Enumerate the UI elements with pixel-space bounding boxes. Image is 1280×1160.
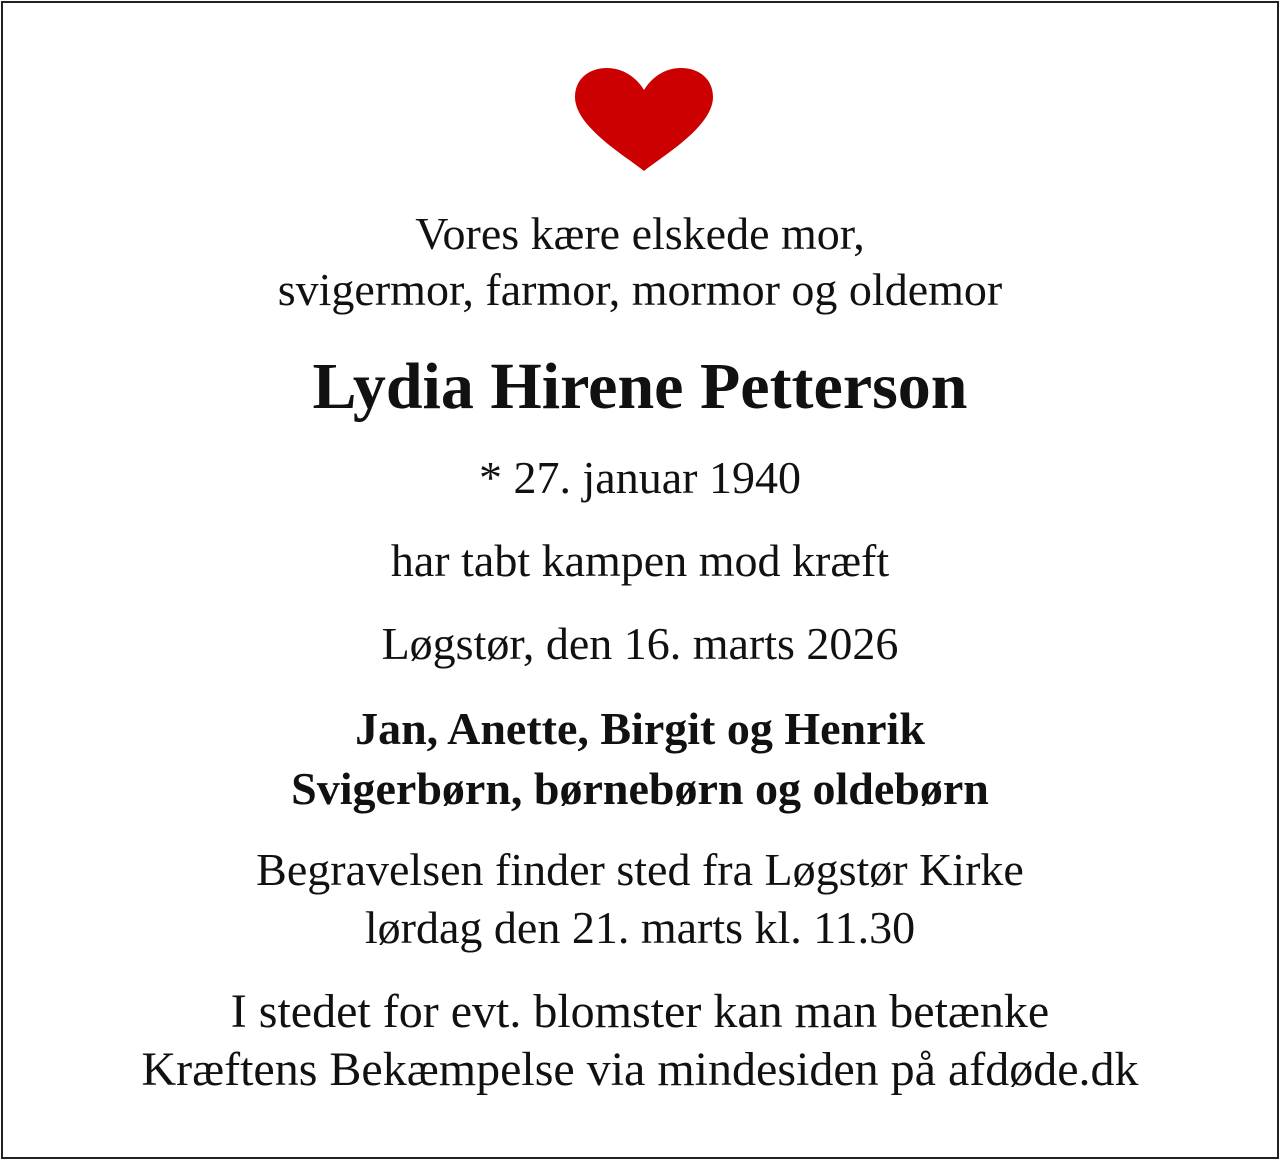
- family-line-2: Svigerbørn, børnebørn og oldebørn: [291, 763, 989, 814]
- funeral-line-2: lørdag den 21. marts kl. 11.30: [364, 902, 916, 953]
- deceased-name: Lydia Hirene Petterson: [312, 350, 968, 423]
- intro-line-1: Vores kære elskede mor,: [415, 208, 865, 259]
- intro-line-2: svigermor, farmor, mormor og oldemor: [277, 264, 1003, 315]
- funeral-line-1: Begravelsen finder sted fra Løgstør Kirke: [256, 844, 1024, 895]
- family-line-1: Jan, Anette, Birgit og Henrik: [355, 703, 925, 754]
- donation-line-2: Kræftens Bekæmpelse via mindesiden på afdøde.dk: [141, 1043, 1139, 1096]
- birth-date: * 27. januar 1940: [479, 452, 801, 503]
- place-and-date: Løgstør, den 16. marts 2026: [381, 618, 899, 669]
- cause-text: har tabt kampen mod kræft: [390, 535, 890, 586]
- heart-icon: [571, 65, 717, 173]
- donation-line-1: I stedet for evt. blomster kan man betænke: [230, 985, 1050, 1038]
- obituary-notice: [1, 1, 1279, 1159]
